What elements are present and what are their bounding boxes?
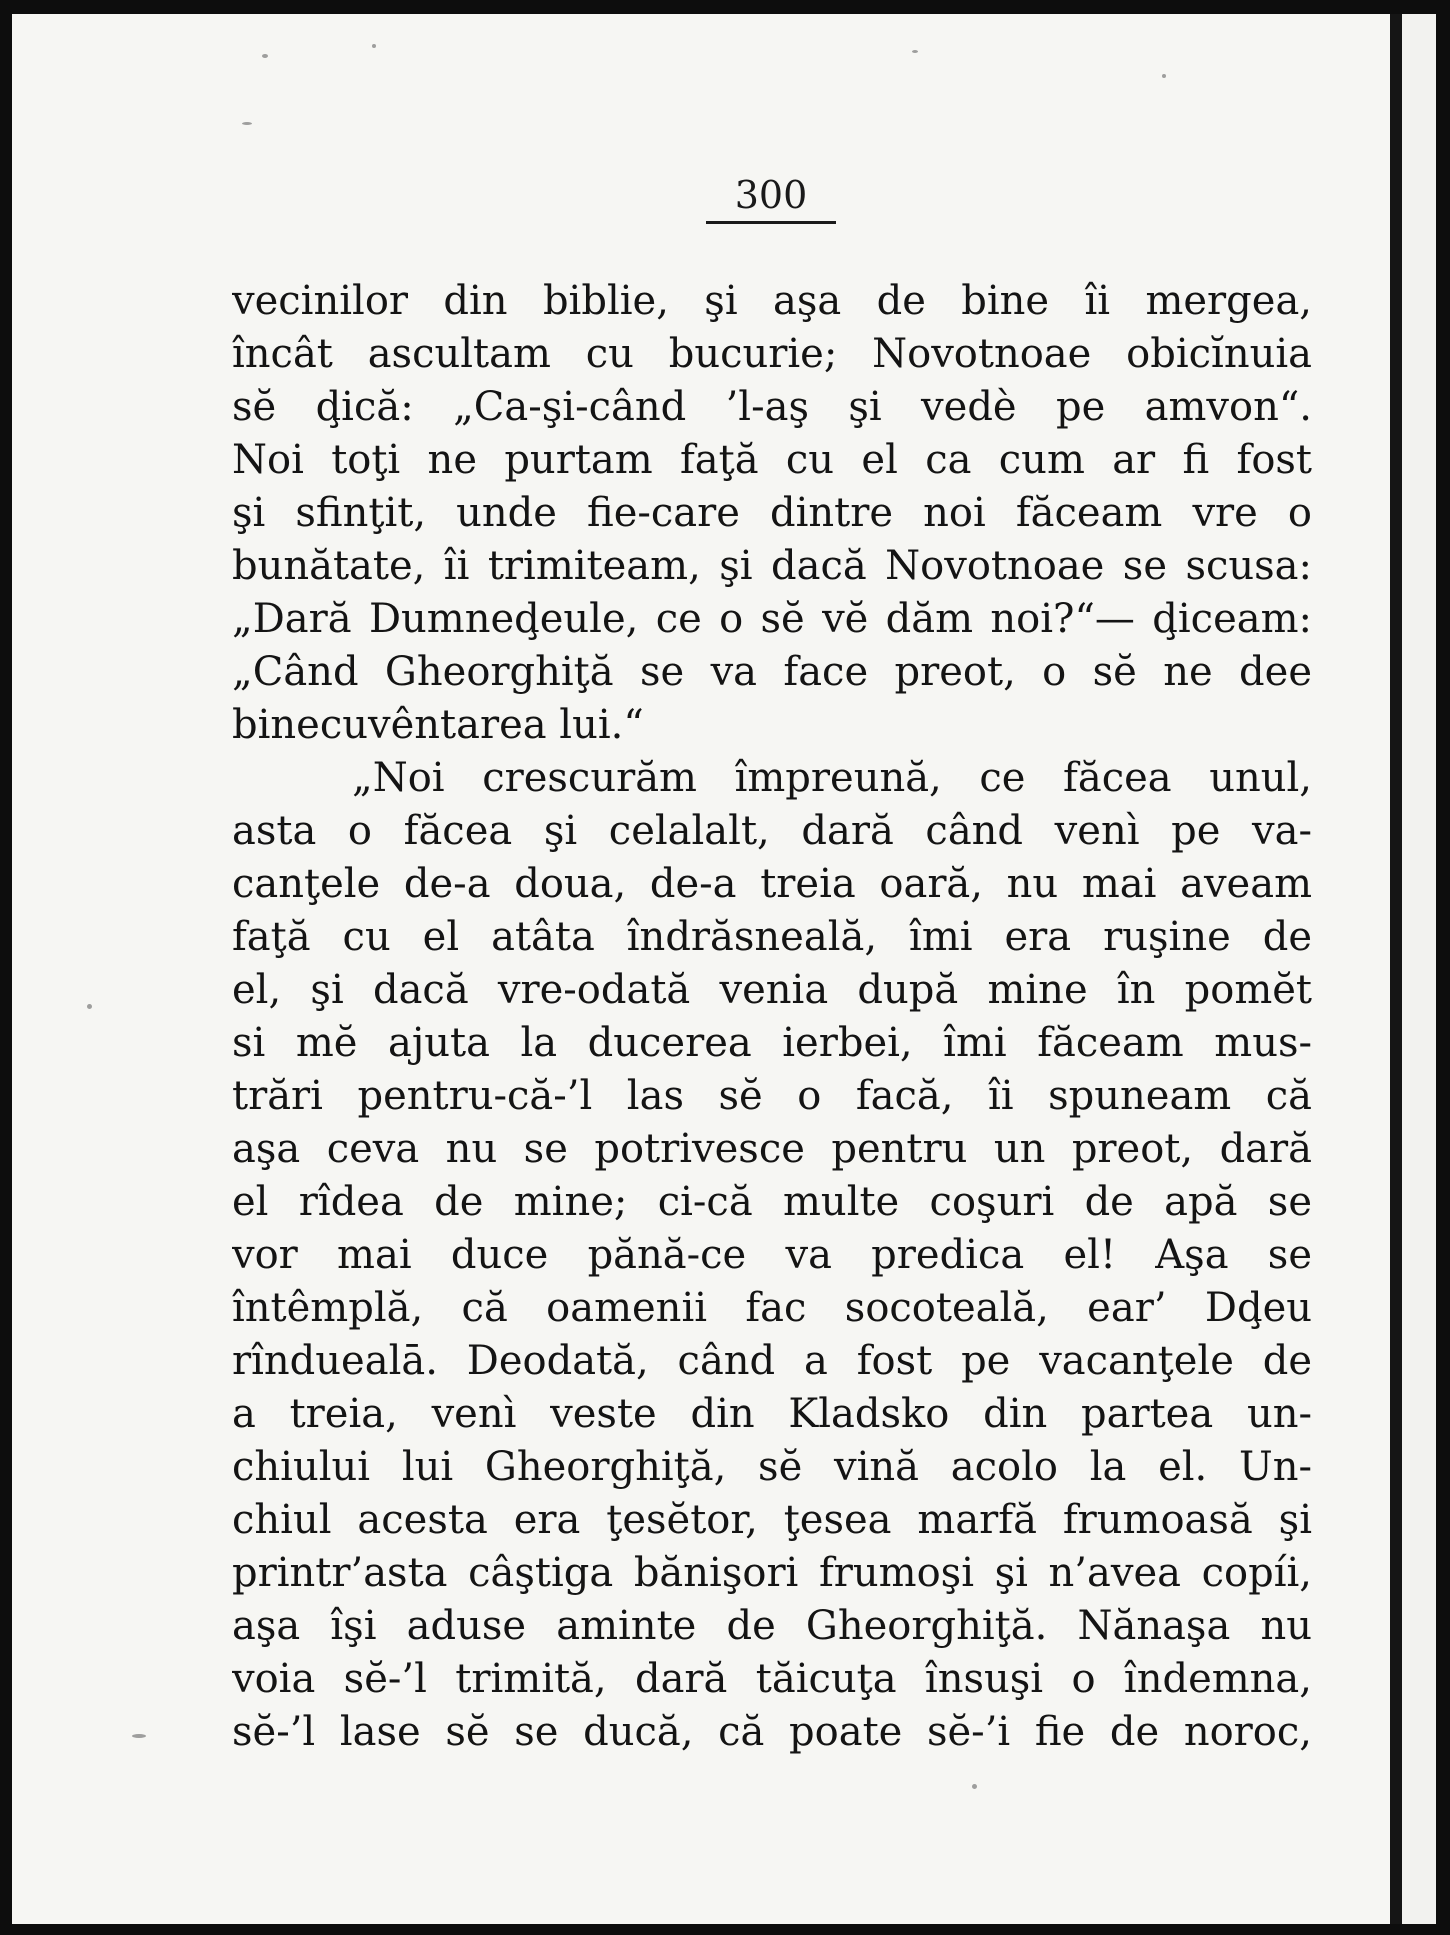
text-line: „Când Gheorghiţă se va face preot, o sĕ ne dee — [232, 649, 1312, 695]
text-line: si mĕ ajuta la ducerea ierbei, îmi făceam mus- — [232, 1020, 1312, 1066]
text-line: el, şi dacă vre-odată venia după mine în pomĕt — [232, 967, 1312, 1013]
text-line: chiului lui Gheorghiţă, sĕ vină acolo la el. Un- — [232, 1444, 1312, 1490]
text-line: trări pentru-că-’l las sĕ o facă, îi spuneam că — [232, 1073, 1312, 1119]
text-line: „Dară Dumneḑeule, ce o sĕ vĕ dăm noi?“— ḑiceam: — [232, 596, 1312, 642]
text-line: „Noi crescurăm împreună, ce făcea unul, — [352, 755, 1312, 801]
text-line: a treia, venì veste din Kladsko din partea un- — [232, 1391, 1312, 1437]
body-text — [232, 275, 1312, 1759]
text-line: faţă cu el atâta îndrăsneală, îmi era ruşine de — [232, 914, 1312, 960]
text-line: asta o făcea şi celalalt, dară când venì pe va- — [232, 808, 1312, 854]
text-line: vecinilor din biblie, şi aşa de bine îi mergea, — [232, 278, 1312, 324]
paper-speck — [912, 50, 918, 53]
page-number-rule — [706, 221, 836, 224]
text-line: aşa ceva nu se potrivesce pentru un preot, dară — [232, 1126, 1312, 1172]
page-number: 300 — [734, 173, 808, 217]
text-line: aşa îşi aduse aminte de Gheorghiţă. Nănaşa nu — [232, 1603, 1312, 1649]
text-line: şi sfinţit, unde fie-care dintre noi făceam vre o — [232, 490, 1312, 536]
adjacent-page-edge — [1402, 14, 1436, 1924]
text-line: binecuvêntarea lui.“ — [232, 702, 644, 748]
text-line: chiul acesta era ţesĕtor, ţesea marfă frumoasă şi — [232, 1497, 1312, 1543]
text-line: bunătate, îi trimiteam, şi dacă Novotnoae se scusa: — [232, 543, 1312, 589]
paper-speck — [262, 54, 268, 58]
text-line: sĕ ḑică: „Ca-şi-când ’l-aş şi vedè pe amvon“. — [232, 384, 1312, 430]
paper-speck — [972, 1784, 977, 1789]
text-line: încât ascultam cu bucurie; Novotnoae obicĭnuia — [232, 331, 1312, 377]
paper-speck — [87, 1004, 92, 1009]
page-edge-shadow — [1390, 14, 1402, 1924]
text-line: întêmplă, că oamenii fac socoteală, ear’ Dḑeu — [232, 1285, 1312, 1331]
text-line: voia sĕ-’l trimită, dară tăicuţa însuşi o îndemna, — [232, 1656, 1312, 1702]
text-line: rînduealā. Deodată, când a fost pe vacanţele de — [232, 1338, 1312, 1384]
paper-speck — [1162, 74, 1166, 78]
paper-speck — [132, 1734, 146, 1738]
text-line: el rîdea de mine; ci-că multe coşuri de apă se — [232, 1179, 1312, 1225]
text-line: canţele de-a doua, de-a treia oară, nu mai aveam — [232, 861, 1312, 907]
text-line: sĕ-’l lase sĕ se ducă, că poate sĕ-’i fie de noroc, — [232, 1709, 1312, 1755]
paper-speck — [372, 44, 376, 48]
text-line: Noi toţi ne purtam faţă cu el ca cum ar fi fost — [232, 437, 1312, 483]
paper-speck — [242, 122, 252, 125]
text-line: printr’asta câştiga bănişori frumoşi şi n’avea copíi, — [232, 1550, 1312, 1596]
text-line: vor mai duce pănă-ce va predica el! Aşa se — [232, 1232, 1312, 1278]
